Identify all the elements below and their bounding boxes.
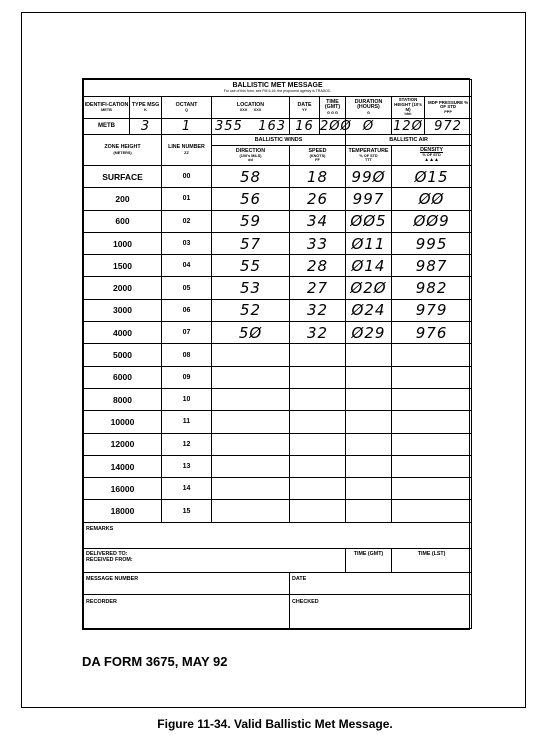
table-row (84, 188, 472, 210)
ballistic-met-form (82, 78, 470, 630)
col-line-number-code: ZZ (184, 150, 189, 155)
hdr-octant-code: Q (185, 108, 188, 113)
temperature-cell: Ø11 (346, 232, 392, 254)
table-row (84, 478, 472, 500)
section-row (84, 135, 472, 146)
form-title: BALLISTIC MET MESSAGE (232, 82, 323, 90)
density-cell (392, 366, 472, 388)
speed-cell (290, 478, 346, 500)
hdr-location-code-right: XXX (253, 108, 262, 113)
temperature-cell (346, 411, 392, 433)
val-identification: METB (84, 119, 130, 135)
density-cell: 979 (392, 299, 472, 321)
temperature-cell: Ø24 (346, 299, 392, 321)
table-row (84, 455, 472, 477)
temperature-cell: 997 (346, 188, 392, 210)
form-subtitle: For use of this form, see FM 6-16; the proponent agency is TRADOC. (223, 88, 332, 93)
val-octant: 1 (162, 119, 212, 135)
density-cell (392, 388, 472, 410)
table-row (84, 411, 472, 433)
section-ballistic-air: BALLISTIC AIR (346, 135, 472, 146)
temperature-cell (346, 433, 392, 455)
speed-cell: 18 (290, 166, 346, 188)
zone-height-cell: 200 (84, 188, 162, 210)
density-triangles: ▲▲▲ (424, 156, 439, 163)
header-values-row (84, 119, 472, 135)
temperature-cell: 99Ø (346, 166, 392, 188)
table-row (84, 322, 472, 344)
remarks-row (84, 522, 472, 548)
col-temperature-code: TTT (365, 158, 372, 163)
line-number-cell: 15 (162, 500, 212, 522)
speed-cell: 32 (290, 299, 346, 321)
zone-height-cell: 10000 (84, 411, 162, 433)
speed-cell (290, 500, 346, 522)
temperature-cell (346, 455, 392, 477)
form-number: DA FORM 3675, MAY 92 (82, 654, 228, 669)
hdr-location: LOCATION (236, 101, 265, 108)
line-number-cell: 06 (162, 299, 212, 321)
temperature-cell (346, 500, 392, 522)
val-time: 2ØØ (320, 119, 352, 134)
zone-height-cell: 5000 (84, 344, 162, 366)
zone-height-cell: 4000 (84, 322, 162, 344)
line-number-cell: 13 (162, 455, 212, 477)
header-row (84, 97, 472, 119)
hdr-type-msg: TYPE MSG (131, 101, 160, 108)
hdr-station-height-code: hhh (404, 112, 412, 117)
direction-cell (212, 455, 290, 477)
col-direction-unit: (100's MILS) (239, 154, 262, 159)
hdr-date-code: YY (301, 108, 308, 113)
speed-cell (290, 388, 346, 410)
time-lst-label: TIME (LST) (392, 548, 472, 572)
col-direction: DIRECTION (235, 147, 266, 154)
direction-cell: 55 (212, 255, 290, 277)
zone-height-cell: 2000 (84, 277, 162, 299)
checked-label: CHECKED (290, 594, 472, 628)
hdr-mdp-pressure: MDP PRESSURE % OF STD (427, 99, 469, 110)
time-gmt-label: TIME (GMT) (346, 548, 392, 572)
line-number-cell: 08 (162, 344, 212, 366)
speed-cell (290, 455, 346, 477)
density-cell: Ø15 (392, 166, 472, 188)
table-row (84, 232, 472, 254)
hdr-octant: OCTANT (175, 101, 198, 108)
col-direction-code: dd (248, 158, 253, 163)
hdr-date: DATE (297, 101, 312, 108)
direction-cell: 53 (212, 277, 290, 299)
line-number-cell: 07 (162, 322, 212, 344)
direction-cell: 56 (212, 188, 290, 210)
direction-cell (212, 388, 290, 410)
zone-height-cell: 8000 (84, 388, 162, 410)
line-number-cell: 14 (162, 478, 212, 500)
table-row (84, 210, 472, 232)
data-rows (84, 166, 472, 523)
density-cell: 976 (392, 322, 472, 344)
zone-height-cell: 1500 (84, 255, 162, 277)
density-cell (392, 411, 472, 433)
date-label: DATE (290, 572, 472, 594)
direction-cell: 5Ø (212, 322, 290, 344)
table-row (84, 433, 472, 455)
message-number-row (84, 572, 472, 594)
col-temperature: TEMPERATURE (348, 147, 389, 154)
col-speed-code: FF (315, 158, 320, 163)
col-density: DENSITY (420, 146, 444, 153)
speed-cell: 27 (290, 277, 346, 299)
temperature-cell (346, 388, 392, 410)
line-number-cell: 09 (162, 366, 212, 388)
density-cell (392, 455, 472, 477)
zone-height-cell: 12000 (84, 433, 162, 455)
val-duration: Ø (346, 119, 392, 135)
direction-cell (212, 433, 290, 455)
speed-cell (290, 366, 346, 388)
speed-cell: 33 (290, 232, 346, 254)
zone-height-cell: 6000 (84, 366, 162, 388)
temperature-cell: Ø29 (346, 322, 392, 344)
val-date: 16 (290, 119, 320, 135)
col-speed: SPEED (308, 147, 327, 154)
figure-caption: Figure 11-34. Valid Ballistic Met Message. (157, 717, 393, 731)
val-mdp-pressure: 972 (425, 119, 472, 135)
zone-height-cell: 18000 (84, 500, 162, 522)
col-density-unit: % OF STD (422, 153, 441, 158)
hdr-duration: DURATION (HOURS) (354, 98, 383, 111)
table-row (84, 299, 472, 321)
recorder-row (84, 594, 472, 628)
temperature-cell (346, 478, 392, 500)
temperature-cell: Ø2Ø (346, 277, 392, 299)
zone-height-cell: 600 (84, 210, 162, 232)
density-cell: 987 (392, 255, 472, 277)
remarks-label: REMARKS (84, 522, 472, 548)
speed-cell: 28 (290, 255, 346, 277)
line-number-cell: 00 (162, 166, 212, 188)
hdr-identification-code: METB (101, 108, 112, 113)
zone-height-cell: 14000 (84, 455, 162, 477)
table-row (84, 277, 472, 299)
speed-cell: 34 (290, 210, 346, 232)
direction-cell: 52 (212, 299, 290, 321)
line-number-cell: 02 (162, 210, 212, 232)
zone-height-cell: 3000 (84, 299, 162, 321)
table-row (84, 388, 472, 410)
hdr-station-height: STATION HEIGHT (10's M) (394, 97, 422, 112)
density-cell (392, 478, 472, 500)
line-number-cell: 11 (162, 411, 212, 433)
direction-cell: 59 (212, 210, 290, 232)
message-number-label: MESSAGE NUMBER (84, 572, 290, 594)
table-row (84, 366, 472, 388)
temperature-cell (346, 366, 392, 388)
direction-cell (212, 478, 290, 500)
speed-cell: 26 (290, 188, 346, 210)
speed-cell (290, 411, 346, 433)
line-number-cell: 12 (162, 433, 212, 455)
density-cell: ØØ (392, 188, 472, 210)
col-speed-unit: (KNOTS) (309, 154, 326, 159)
direction-cell (212, 500, 290, 522)
density-cell (392, 433, 472, 455)
table-row (84, 166, 472, 188)
line-number-cell: 05 (162, 277, 212, 299)
table-row (84, 255, 472, 277)
line-number-cell: 01 (162, 188, 212, 210)
title-row (84, 80, 472, 97)
density-cell: 995 (392, 232, 472, 254)
hdr-location-code-left: XXX (239, 108, 248, 113)
hdr-duration-code: G (367, 110, 370, 115)
direction-cell (212, 366, 290, 388)
zone-height-cell: 16000 (84, 478, 162, 500)
temperature-cell: Ø14 (346, 255, 392, 277)
hdr-identification: IDENTIFI-CATION (84, 101, 129, 108)
temperature-cell: ØØ5 (346, 210, 392, 232)
recorder-label: RECORDER (84, 594, 290, 628)
line-number-cell: 03 (162, 232, 212, 254)
delivered-to-label: DELIVERED TO: (86, 550, 128, 557)
line-number-cell: 10 (162, 388, 212, 410)
hdr-mdp-pressure-code: PPP (444, 110, 452, 115)
val-location: 355 163 (212, 119, 290, 135)
direction-cell: 57 (212, 232, 290, 254)
received-from-label: RECEIVED FROM: (86, 556, 133, 563)
direction-cell (212, 411, 290, 433)
density-cell: 982 (392, 277, 472, 299)
direction-cell: 58 (212, 166, 290, 188)
density-cell (392, 500, 472, 522)
zone-height-cell: SURFACE (84, 166, 162, 188)
direction-cell (212, 344, 290, 366)
hdr-time-code: G G G (327, 110, 338, 115)
section-ballistic-winds: BALLISTIC WINDS (212, 135, 346, 146)
speed-cell (290, 344, 346, 366)
col-zone-height: ZONE HEIGHT (104, 144, 141, 151)
col-line-number: LINE NUMBER (168, 144, 205, 151)
hdr-type-msg-code: K (144, 108, 147, 113)
delivery-row (84, 548, 472, 572)
speed-cell (290, 433, 346, 455)
density-cell: ØØ9 (392, 210, 472, 232)
table-row (84, 500, 472, 522)
col-temperature-unit: % OF STD (359, 154, 378, 159)
density-cell (392, 344, 472, 366)
temperature-cell (346, 344, 392, 366)
speed-cell: 32 (290, 322, 346, 344)
table-row (84, 344, 472, 366)
hdr-time: TIME (GMT) (324, 98, 341, 111)
form-table (83, 79, 472, 629)
val-type-msg: 3 (130, 119, 162, 135)
col-zone-height-unit: (METERS) (113, 150, 132, 155)
val-station-height: 12Ø (393, 119, 423, 134)
zone-height-cell: 1000 (84, 232, 162, 254)
line-number-cell: 04 (162, 255, 212, 277)
